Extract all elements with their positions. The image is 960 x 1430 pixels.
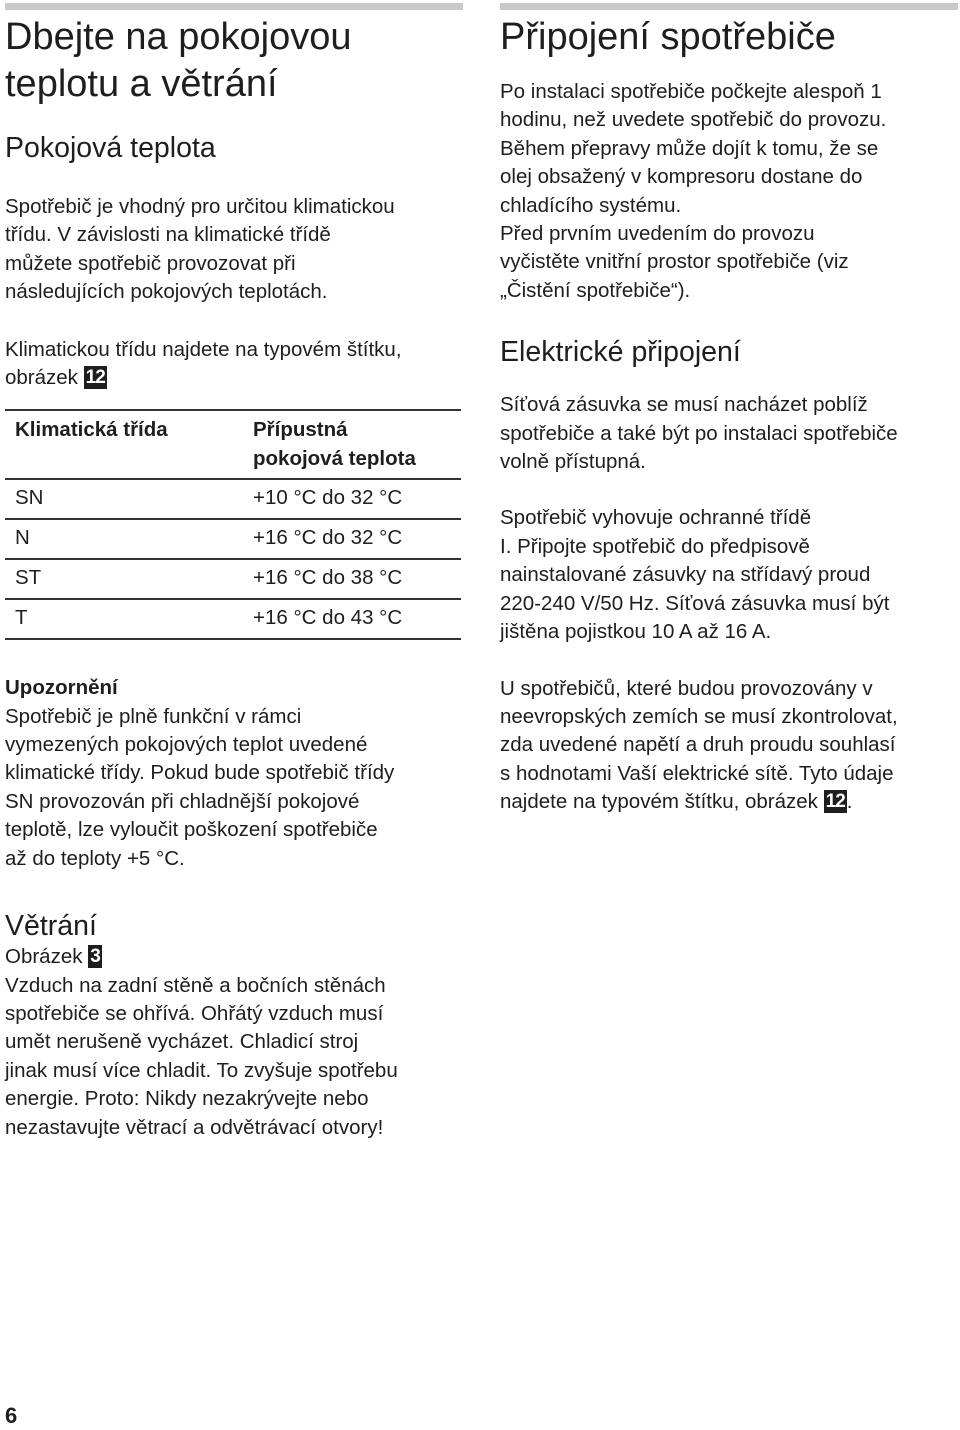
text-line: až do teploty +5 °C. (5, 846, 185, 870)
text-line: můžete spotřebič provozovat při (5, 251, 296, 275)
text-line-with-figure-ref (500, 788, 958, 816)
text-line: klimatické třídy. Pokud bude spotřebič třídy (5, 761, 395, 785)
table-row (5, 479, 461, 519)
room-temperature-paragraph (5, 193, 463, 307)
text-line: jištěna pojistkou 10 A až 16 A. (500, 620, 772, 644)
notice-title: Upozornění (5, 676, 118, 700)
cell-temperature: +16 °C do 38 °C (253, 566, 403, 590)
section-heading-ventilation: Větrání (5, 910, 97, 943)
text-line: Spotřebič je vhodný pro určitou klimatickou (5, 195, 395, 218)
figure-ref-label: Obrázek (5, 945, 83, 969)
text-line: U spotřebičů, které budou provozovány v (500, 676, 873, 700)
text-line: Síťová zásuvka se musí nacházet poblíž (500, 393, 868, 417)
non-european-paragraph (500, 675, 958, 817)
cell-class: T (15, 606, 28, 630)
text-line: vyčistěte vnitřní prostor spotřebiče (viz (500, 250, 849, 274)
text-line: Před prvním uvedením do provozu (500, 222, 815, 246)
text-line: nainstalované zásuvky na střídavý proud (500, 563, 871, 587)
header-line: Přípustná (253, 418, 348, 442)
page-title (5, 14, 463, 108)
top-rule-right (500, 3, 958, 10)
text-line: nezastavujte větrací a odvětrávací otvory! (5, 1115, 384, 1139)
text-line: volně přístupná. (500, 450, 646, 474)
cell-temperature: +10 °C do 32 °C (253, 486, 403, 510)
text-line: energie. Proto: Nikdy nezakrývejte nebo (5, 1087, 369, 1111)
cell-class: N (15, 526, 30, 550)
climate-class-table (5, 409, 461, 640)
figure-12-badge: 12 (825, 791, 845, 813)
notice-block (5, 674, 463, 873)
text-line: zda uvedené napětí a druh proudu souhlasí (500, 733, 896, 757)
socket-paragraph (500, 391, 958, 476)
text-line: 220-240 V/50 Hz. Síťová zásuvka musí být (500, 591, 890, 615)
table-row (5, 559, 461, 599)
text-line: teplotě, lze vyloučit poškození spotřebiče (5, 818, 378, 842)
text-line: neevropských zemích se musí zkontrolovat, (500, 704, 898, 728)
text-line: Spotřebič vyhovuje ochranné třídě (500, 506, 812, 530)
header-permissible-temperature (243, 410, 461, 479)
figure-ref-label: najdete na typovém štítku, obrázek (500, 790, 818, 814)
text-line: hodinu, než uvedete spotřebič do provozu. (500, 108, 887, 132)
figure-12-badge: 12 (85, 367, 105, 389)
section-title-appliance-connection: Připojení spotřebiče (500, 16, 836, 58)
title-line-1: Dbejte na pokojovou (5, 16, 352, 58)
text-line: s hodnotami Vaší elektrické sítě. Tyto údaje (500, 761, 894, 785)
top-rule-left (5, 3, 463, 10)
text-line: spotřebiče se ohřívá. Ohřátý vzduch musí (5, 1001, 384, 1025)
text-line: chladícího systému. (500, 193, 682, 217)
ventilation-paragraph (5, 972, 463, 1142)
text-line: vymezených pokojových teplot uvedené (5, 733, 368, 757)
text-line: olej obsažený v kompresoru dostane do (500, 165, 863, 189)
left-column (5, 0, 463, 1142)
figure-ref-label: obrázek (5, 366, 78, 390)
text-line: „Čistění spotřebiče“). (500, 278, 691, 302)
text-line-with-figure-ref (5, 364, 463, 392)
section-heading-electrical-connection: Elektrické připojení (500, 336, 741, 369)
right-column (500, 0, 958, 817)
text-line: následujících pokojových teplotách. (5, 280, 328, 304)
title-line-2: teplotu a větrání (5, 63, 278, 105)
cell-class: ST (15, 566, 42, 590)
sentence-end: . (846, 790, 853, 814)
installation-paragraph (500, 78, 958, 305)
table-row (5, 519, 461, 559)
text-line: SN provozován při chladnější pokojové (5, 789, 360, 813)
table-row (5, 599, 461, 639)
section-heading-room-temperature: Pokojová teplota (5, 132, 216, 164)
text-line: jinak musí více chladit. To zvyšuje spotřebu (5, 1058, 398, 1082)
text-line: umět nerušeně vycházet. Chladicí stroj (5, 1030, 359, 1054)
cell-temperature: +16 °C do 32 °C (253, 526, 403, 550)
text-line: I. Připojte spotřebič do předpisově (500, 534, 810, 558)
header-climate-class: Klimatická třída (15, 418, 168, 442)
text-line: Spotřebič je plně funkční v rámci (5, 704, 302, 728)
cell-temperature: +16 °C do 43 °C (253, 606, 403, 630)
table-header-row (5, 410, 461, 479)
rating-plate-paragraph (5, 336, 463, 393)
text-line: Vzduch na zadní stěně a bočních stěnách (5, 973, 386, 997)
figure-3-badge: 3 (90, 946, 100, 968)
ventilation-figure-ref (5, 943, 463, 971)
text-line: Po instalaci spotřebiče počkejte alespoň 1 (500, 80, 882, 103)
cell-class: SN (15, 486, 44, 510)
page-number: 6 (5, 1403, 18, 1428)
text-line: třídu. V závislosti na klimatické třídě (5, 223, 331, 247)
text-line: Během přepravy může dojít k tomu, že se (500, 136, 879, 160)
protection-class-paragraph (500, 504, 958, 646)
text-line: Klimatickou třídu najdete na typovém štítku, (5, 337, 402, 361)
header-line: pokojová teplota (253, 446, 416, 470)
text-line: spotřebiče a také být po instalaci spotřebiče (500, 421, 898, 445)
